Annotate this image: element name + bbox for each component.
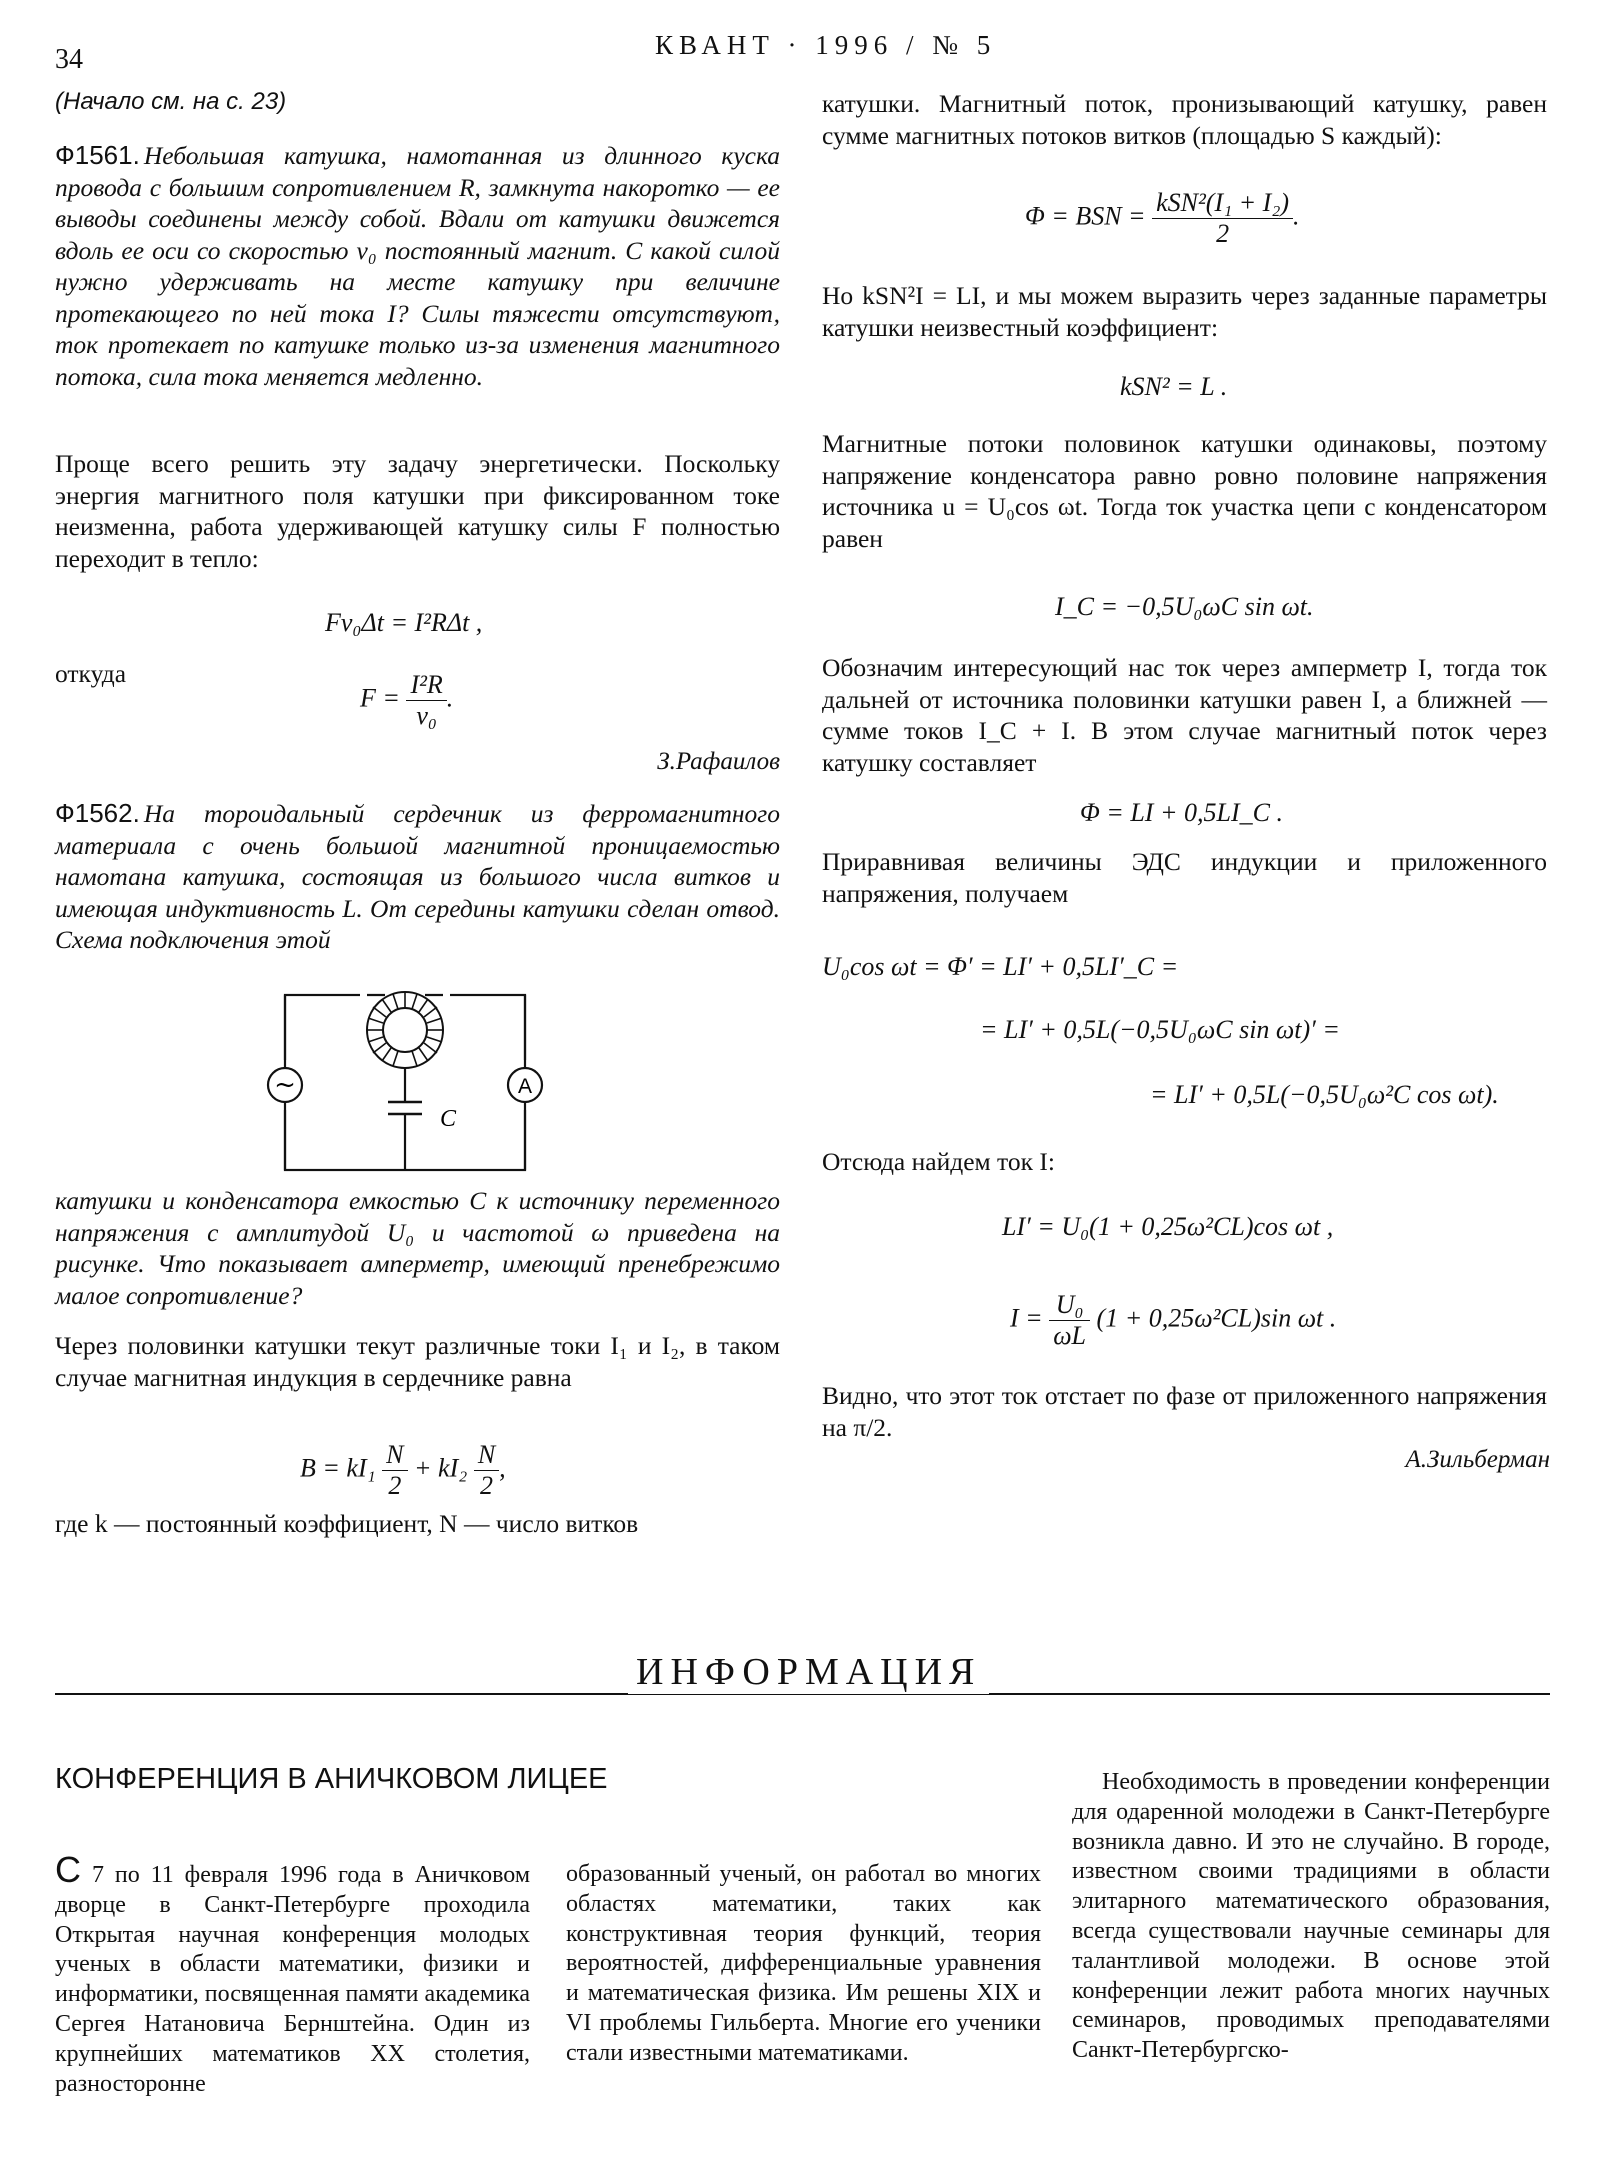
article-col-3: Необходимость в проведении конференции для одаренной молодежи в Санкт-Петербурге возникла давно. И это не случайно. В городе, известном своими традициями в области элитарного математического образования, всегда существовали научные семинары для талантливой молодежи. В основе этой конференции лежит работа многих научных семинаров, проводимых преподавателями Санкт-Петербургско- xyxy=(1072,1769,1550,2064)
eq-lhs: F = xyxy=(360,683,400,713)
eq-part: + kI₂ xyxy=(414,1453,468,1483)
problem-f1562-cont: катушки и конденсатора емкостью C к источнику переменного напряжения с амплитудой U₀ и частотой ω приведена на рисунке. Что показывает амперметр, имеющий пренебрежимо малое сопротивление? xyxy=(55,1186,780,1310)
equation-emf-2: = LI′ + 0,5L(−0,5U₀ωC sin ωt)′ = xyxy=(980,1015,1340,1044)
article-col-2: образованный ученый, он работал во многих областях математики, таких как конструктивная теория функций, теория вероятностей, дифференциальные уравнения и математическая физика. Им решены XIX и VI проблемы Гильберта. Многие его ученики стали известными математиками. xyxy=(566,1861,1041,2066)
fraction-denominator: 2 xyxy=(1216,219,1230,248)
article-col-1 xyxy=(55,1849,531,2099)
equation-ksn: kSN² = L . xyxy=(1120,372,1228,401)
equation-ic: I_C = −0,5U₀ωC sin ωt. xyxy=(1055,592,1314,621)
toroid-coil-icon xyxy=(367,992,443,1068)
equation-flux2: Φ = LI + 0,5LI_C . xyxy=(1080,798,1283,827)
eq-part: I = xyxy=(1010,1303,1043,1333)
fraction-denominator: 2 xyxy=(479,1471,493,1500)
fraction xyxy=(406,670,446,731)
eq-part: B = kI₁ xyxy=(300,1453,376,1483)
ammeter-symbol: A xyxy=(517,1075,533,1098)
fraction-numerator: I²R xyxy=(406,670,446,701)
fraction xyxy=(1152,188,1293,249)
solution-f1562-part3: катушки. Магнитный поток, пронизывающий катушку, равен сумме магнитных потоков витков (площадью S каждый): xyxy=(822,89,1547,150)
equation-flux xyxy=(1025,188,1300,249)
problem-f1562 xyxy=(55,798,780,956)
fraction xyxy=(382,1440,407,1501)
fraction xyxy=(474,1440,499,1501)
equation-b-field xyxy=(300,1440,506,1501)
solution-f1562-part4: Но kSN²I = LI, и мы можем выразить через заданные параметры катушки неизвестный коэффициент: xyxy=(822,281,1547,342)
source-symbol: ~ xyxy=(274,1070,296,1100)
solution-f1562-part8: Отсюда найдем ток I: xyxy=(822,1147,1055,1176)
fraction xyxy=(1049,1290,1090,1351)
equation-force: F = $\frac{\text{I²R}}{\text{v₀}}$ . xyxy=(360,670,454,730)
solution-f1562-part1: Через половинки катушки текут различные токи I₁ и I₂, в таком случае магнитная индукция в сердечнике равна xyxy=(55,1331,780,1392)
equation-emf-1: U₀cos ωt = Φ′ = LI′ + 0,5LI′_C = xyxy=(822,952,1179,981)
solution-f1562-part6: Обозначим интересующий нас ток через амперметр I, тогда ток дальней от источника половинки катушки равен I, а ближней — сумме токов I_C + I. В этом случае магнитный поток через катушку составляет xyxy=(822,653,1547,777)
whence-text: откуда xyxy=(55,659,127,688)
solution-f1562-part2: где k — постоянный коэффициент, N — число витков xyxy=(55,1509,639,1538)
continuation-note: (Начало см. на с. 23) xyxy=(55,88,287,115)
solution-f1562-part5: Магнитные потоки половинок катушки одинаковы, поэтому напряжение конденсатора равно ровно половине напряжения источника u = U₀cos ωt. Тогда ток участка цепи с конденсатором равен xyxy=(822,429,1547,553)
fraction-numerator: N xyxy=(382,1440,407,1471)
solution-f1562-part7: Приравнивая величины ЭДС индукции и приложенного напряжения, получаем xyxy=(822,847,1547,908)
problem-text: Небольшая катушка, намотанная из длинного куска провода с большим сопротивлением R, замкнута накоротко — ее выводы соединены между собой. Вдали от катушки движется вдоль ее оси со скоростью v₀ постоянный магнит. С какой силой нужно удерживать на месте катушку при величине протекающего по ней тока I? Силы тяжести отсутствуют, ток протекает по катушке только из-за изменения магнитного потока, сила тока меняется медленно. xyxy=(55,141,780,391)
fraction-denominator: 2 xyxy=(388,1471,402,1500)
equation-current xyxy=(1010,1290,1336,1351)
problem-label: Ф1562. xyxy=(55,798,140,828)
eq-part: (1 + 0,25ω²CL)sin ωt . xyxy=(1096,1303,1337,1333)
article-headline: КОНФЕРЕНЦИЯ В АНИЧКОВОМ ЛИЦЕЕ xyxy=(55,1763,608,1795)
fraction-numerator: N xyxy=(474,1440,499,1471)
circuit-diagram xyxy=(240,980,570,1180)
eq-part: , xyxy=(499,1453,506,1483)
solution-f1561: Проще всего решить эту задачу энергетически. Поскольку энергия магнитного поля катушки при фиксированном токе неизменна, работа удерживающей катушку силы F полностью переходит в тепло: xyxy=(55,449,780,573)
section-title: ИНФОРМАЦИЯ xyxy=(628,1650,989,1694)
equation-energy: Fv₀Δt = I²RΔt , xyxy=(325,608,483,637)
fraction-denominator: v₀ xyxy=(416,701,437,730)
dropcap: С xyxy=(55,1849,81,1890)
eq-part: . xyxy=(1293,201,1300,231)
problem-label: Ф1561. xyxy=(55,140,140,170)
fraction-numerator: kSN²(I₁ + I₂) xyxy=(1152,188,1293,219)
capacitor-label: C xyxy=(440,1106,457,1132)
equation-current-deriv: LI′ = U₀(1 + 0,25ω²CL)cos ωt , xyxy=(1002,1212,1334,1241)
fraction-denominator: ωL xyxy=(1053,1321,1087,1350)
equation-emf-3: = LI′ + 0,5L(−0,5U₀ω²C cos ωt). xyxy=(1150,1080,1499,1109)
article-text: 7 по 11 февраля 1996 года в Аничковом дворце в Санкт-Петербурге проходила Открытая научная конференция молодых ученых в области математики, физики и информатики, посвященная памяти академика Сергея Натановича Бернштейна. Один из крупнейших математиков XX столетия, разносторонне xyxy=(55,1862,531,2097)
author-rafailov: З.Рафаилов xyxy=(657,748,780,775)
page-number: 34 xyxy=(55,44,83,75)
fraction-numerator: U₀ xyxy=(1049,1290,1090,1321)
solution-f1562-part9: Видно, что этот ток отстает по фазе от приложенного напряжения на π/2. xyxy=(822,1381,1547,1442)
eq-part: Φ = BSN = xyxy=(1025,201,1146,231)
author-zilberman: А.Зильберман xyxy=(1405,1446,1550,1473)
problem-f1561 xyxy=(55,140,780,392)
journal-header: КВАНТ · 1996 / № 5 xyxy=(655,30,997,60)
problem-text: На тороидальный сердечник из ферромагнитного материала с очень большой магнитной проницаемостью намотана катушка, состоящая из большого числа витков и имеющая индуктивность L. От середины катушки сделан отвод. Схема подключения этой xyxy=(55,799,780,954)
